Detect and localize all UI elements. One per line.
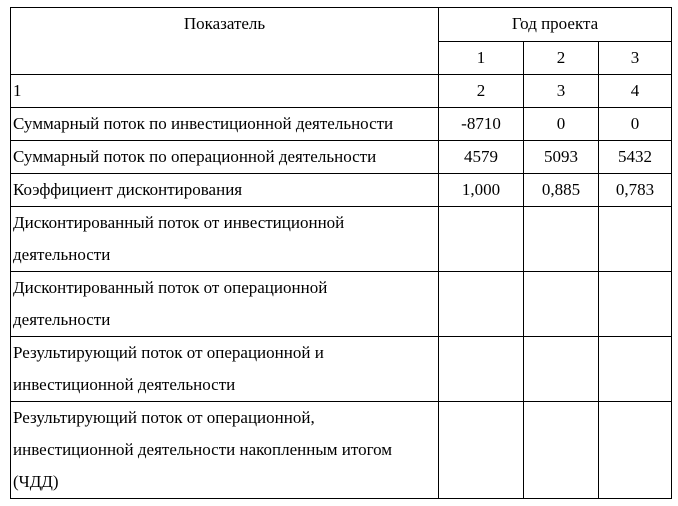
header-project-year-cell	[439, 8, 672, 42]
table-row	[11, 108, 672, 141]
row-label-line: Результирующий поток от операционной,	[13, 408, 315, 427]
row-label-line: Результирующий поток от операционной и	[13, 343, 324, 362]
row-value-year-3	[599, 337, 672, 402]
row-label-line: Дисконтированный поток от инвестиционной	[13, 213, 345, 232]
header-indicator-cell	[11, 8, 439, 75]
project-cashflow-table	[10, 7, 672, 499]
table-row	[11, 402, 672, 499]
row-label-line: инвестиционной деятельности	[13, 375, 236, 394]
row-value-year-1	[439, 207, 524, 272]
table-row	[11, 207, 672, 272]
numbering-cell-2: 2	[439, 75, 524, 108]
row-label: Суммарный поток по операционной деятельности	[11, 141, 439, 174]
row-value-year-1	[439, 272, 524, 337]
row-value-year-3: 0	[599, 108, 672, 141]
row-value-year-1: 4579	[439, 141, 524, 174]
row-label-line: деятельности	[13, 245, 111, 264]
row-label: Суммарный поток по инвестиционной деятельности	[11, 108, 439, 141]
row-value-year-3	[599, 402, 672, 499]
row-value-year-1: -8710	[439, 108, 524, 141]
row-value-year-2	[524, 207, 599, 272]
row-value-year-2: 0	[524, 108, 599, 141]
row-label	[11, 272, 439, 337]
row-label-line: Дисконтированный поток от операционной	[13, 278, 328, 297]
row-value-year-3	[599, 272, 672, 337]
numbering-cell-1: 1	[11, 75, 439, 108]
header-year-2: 2	[524, 42, 599, 75]
header-project-year: Год проекта	[511, 14, 599, 33]
header-indicator: Показатель	[183, 14, 266, 33]
row-label-line: деятельности	[13, 310, 111, 329]
row-label: Коэффициент дисконтирования	[11, 174, 439, 207]
row-label	[11, 337, 439, 402]
row-value-year-2	[524, 272, 599, 337]
row-label-line: инвестиционной деятельности накопленным итогом	[13, 440, 393, 459]
numbering-cell-3: 3	[524, 75, 599, 108]
numbering-row	[11, 75, 672, 108]
header-year-3: 3	[599, 42, 672, 75]
row-value-year-3: 5432	[599, 141, 672, 174]
row-value-year-3	[599, 207, 672, 272]
row-value-year-3: 0,783	[599, 174, 672, 207]
numbering-cell-4: 4	[599, 75, 672, 108]
row-label	[11, 402, 439, 499]
row-label-line: (ЧДД)	[13, 472, 59, 491]
row-value-year-2	[524, 402, 599, 499]
header-year-1: 1	[439, 42, 524, 75]
table-row	[11, 272, 672, 337]
table-row	[11, 141, 672, 174]
row-label	[11, 207, 439, 272]
header-row-1	[11, 8, 672, 42]
row-value-year-2: 5093	[524, 141, 599, 174]
row-value-year-1	[439, 337, 524, 402]
table-row	[11, 337, 672, 402]
row-value-year-1: 1,000	[439, 174, 524, 207]
row-value-year-2: 0,885	[524, 174, 599, 207]
row-value-year-1	[439, 402, 524, 499]
table-row	[11, 174, 672, 207]
row-value-year-2	[524, 337, 599, 402]
